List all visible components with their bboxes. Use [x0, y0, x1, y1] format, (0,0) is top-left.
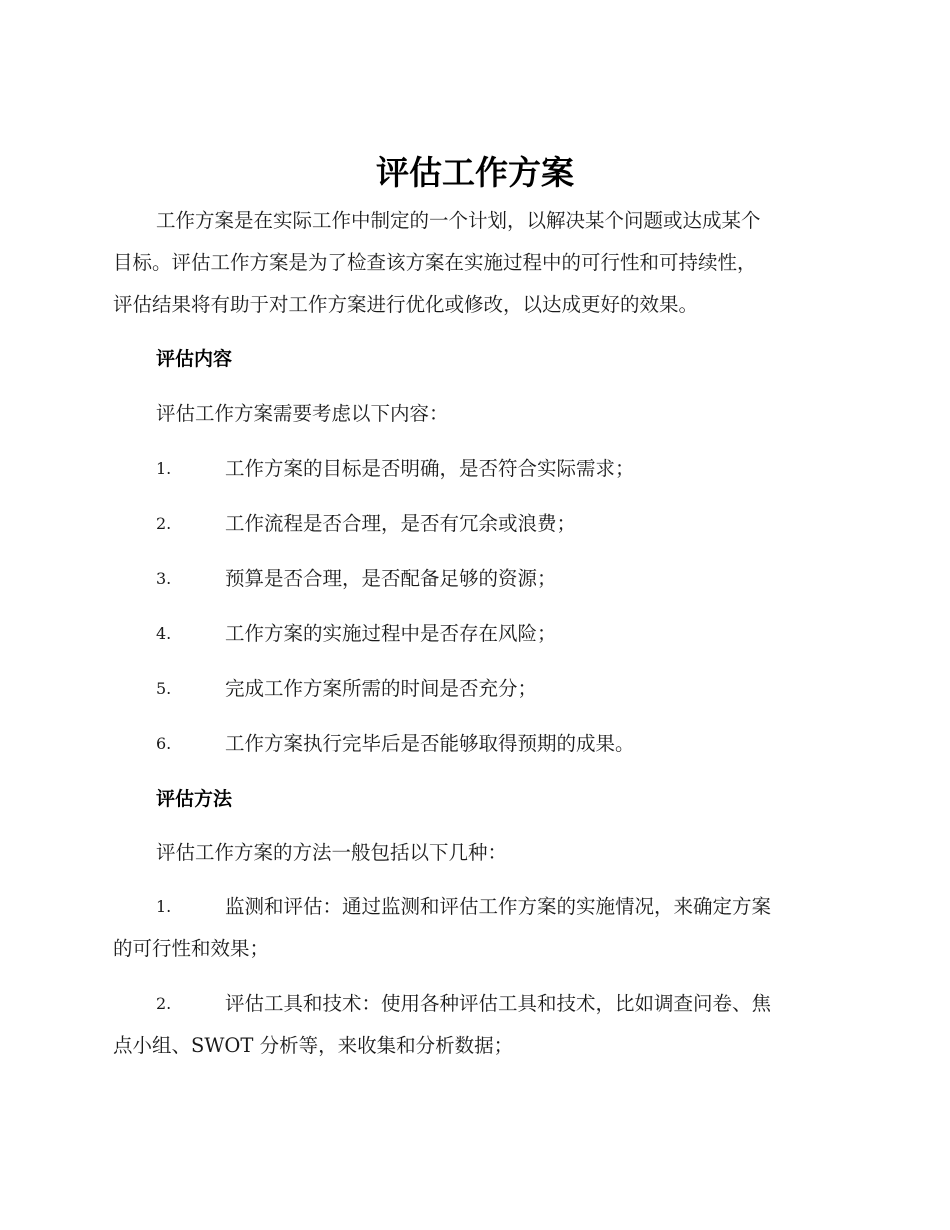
list-text: 完成工作方案所需的时间是否充分；: [225, 677, 538, 700]
method-item: [113, 886, 833, 970]
method-first-line: [113, 983, 833, 1025]
section-heading-content: 评估内容: [156, 348, 233, 370]
method-text-line-1: 评估工具和技术：使用各种评估工具和技术，比如调查问卷、焦: [225, 992, 772, 1015]
method-first-line: [113, 886, 833, 928]
intro-line-1: 工作方案是在实际工作中制定的一个计划，以解决某个问题或达成某个: [156, 209, 761, 232]
method-text-line-2: 点小组、SWOT 分析等，来收集和分析数据；: [113, 1034, 514, 1057]
list-number: 1.: [156, 459, 172, 478]
list-number: 4.: [156, 624, 172, 643]
section-lead-content: 评估工作方案需要考虑以下内容：: [156, 402, 449, 425]
document-title: 评估工作方案: [376, 153, 574, 192]
list-text: 工作流程是否合理，是否有冗余或浪费；: [225, 512, 577, 535]
list-text: 工作方案的实施过程中是否存在风险；: [225, 622, 557, 645]
list-text: 工作方案的目标是否明确，是否符合实际需求；: [225, 457, 635, 480]
list-number: 2.: [156, 514, 172, 533]
method-text-line-1: 监测和评估：通过监测和评估工作方案的实施情况，来确定方案: [225, 895, 772, 918]
intro-line-2: 目标。评估工作方案是为了检查该方案在实施过程中的可行性和可持续性，: [113, 251, 757, 274]
method-item: [113, 983, 833, 1067]
intro-line-3: 评估结果将有助于对工作方案进行优化或修改，以达成更好的效果。: [113, 293, 699, 316]
section-lead-method: 评估工作方案的方法一般包括以下几种：: [156, 841, 508, 864]
list-number: 1.: [156, 897, 172, 916]
list-text: 工作方案执行完毕后是否能够取得预期的成果。: [225, 732, 635, 755]
section-heading-method: 评估方法: [156, 788, 233, 810]
list-number: 6.: [156, 734, 172, 753]
method-text-line-2: 的可行性和效果；: [113, 937, 270, 960]
list-number: 5.: [156, 679, 172, 698]
list-text: 预算是否合理，是否配备足够的资源；: [225, 567, 557, 590]
list-number: 2.: [156, 994, 172, 1013]
list-number: 3.: [156, 569, 172, 588]
